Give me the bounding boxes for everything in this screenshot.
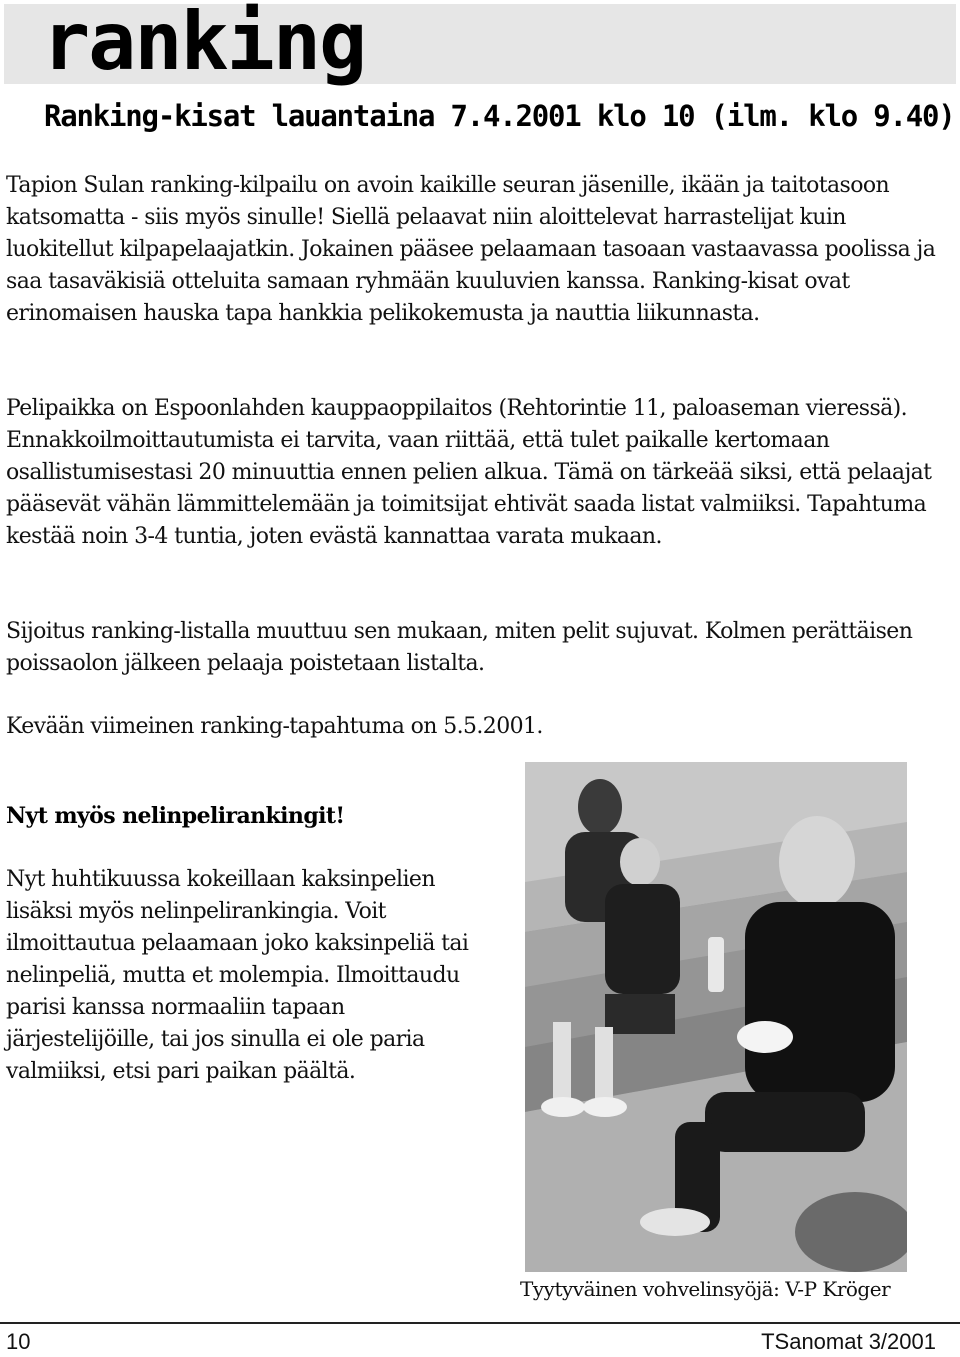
man-sweater: [745, 902, 895, 1102]
intro-paragraph: Tapion Sulan ranking-kilpailu on avoin kaikille seuran jäsenille, ikään ja taitotasoon katsomatta - siis myös sinulle! Siellä pelaavat niin aloittelevat harrastelijat kuin luokitellut kilpapelaajatkin. Jokainen pääsee pelaamaan tasoaan vastaavassa poolissa ja saa tasaväkisiä otteluita samaan ryhmään kuuluvien kanssa. Ranking-kisat ovat erinomaisen hauska tapa hankkia pelikokemusta ja nauttia liikunnasta.: [6, 173, 936, 326]
header-band: [4, 0, 956, 88]
section-title: ranking: [42, 0, 366, 88]
boy-leg: [553, 1022, 571, 1102]
ranking-rules-paragraph: Sijoitus ranking-listalla muuttuu sen mukaan, miten pelit sujuvat. Kolmen perättäisen poissaolon jälkeen pelaaja poistetaan listalta.: [6, 619, 913, 676]
man-head: [779, 816, 855, 908]
publication-issue: TSanomat 3/2001: [761, 1329, 936, 1354]
boy-shoe: [583, 1097, 627, 1117]
man-trousers: [705, 1092, 865, 1152]
page-number: 10: [6, 1329, 31, 1354]
boy-head: [620, 838, 660, 886]
doubles-heading: Nyt myös nelinpelirankingit!: [6, 803, 345, 829]
water-bottle: [708, 937, 724, 992]
doubles-paragraph: Nyt huhtikuussa kokeillaan kaksinpelien lisäksi myös nelinpelirankingia. Voit ilmoittautua pelaamaan joko kaksinpeliä tai nelinpeliä, mutta et molempia. Ilmoittaudu parisi kanssa normaaliin tapaan järjestelijöille, tai jos sinulla ei ole paria valmiiksi, etsi pari paikan päältä.: [6, 867, 469, 1084]
photo-illustration: [525, 762, 907, 1272]
man-shoe: [640, 1208, 710, 1236]
back-person-head: [578, 779, 622, 835]
last-event-paragraph: Kevään viimeinen ranking-tapahtuma on 5.5.2001.: [6, 714, 543, 739]
boy-shirt: [605, 884, 680, 994]
boy-shoe: [541, 1097, 585, 1117]
venue-paragraph: Pelipaikka on Espoonlahden kauppaoppilaitos (Rehtorintie 11, paloaseman vieressä). Ennakkoilmoittautumista ei tarvita, vaan riittää, että tulet paikalle kertomaan osallistumisestasi 20 minuuttia ennen pelien alkua. Tämä on tärkeää siksi, että pelaajat pääsevät vähän lämmittelemään ja toimitsijat ehtivät saada listat valmiiksi. Tapahtuma kestää noin 3-4 tuntia, joten evästä kannattaa varata mukaan.: [6, 396, 932, 549]
boy-leg: [595, 1027, 613, 1102]
event-subheading: Ranking-kisat lauantaina 7.4.2001 klo 10 (ilm. klo 9.40): [44, 99, 955, 133]
event-photo: [525, 762, 907, 1272]
waffle-plate: [737, 1021, 793, 1053]
footer-divider: [0, 1322, 960, 1324]
photo-caption: Tyytyväinen vohvelinsyöjä: V-P Kröger: [520, 1277, 891, 1301]
boy-shorts: [605, 994, 675, 1034]
